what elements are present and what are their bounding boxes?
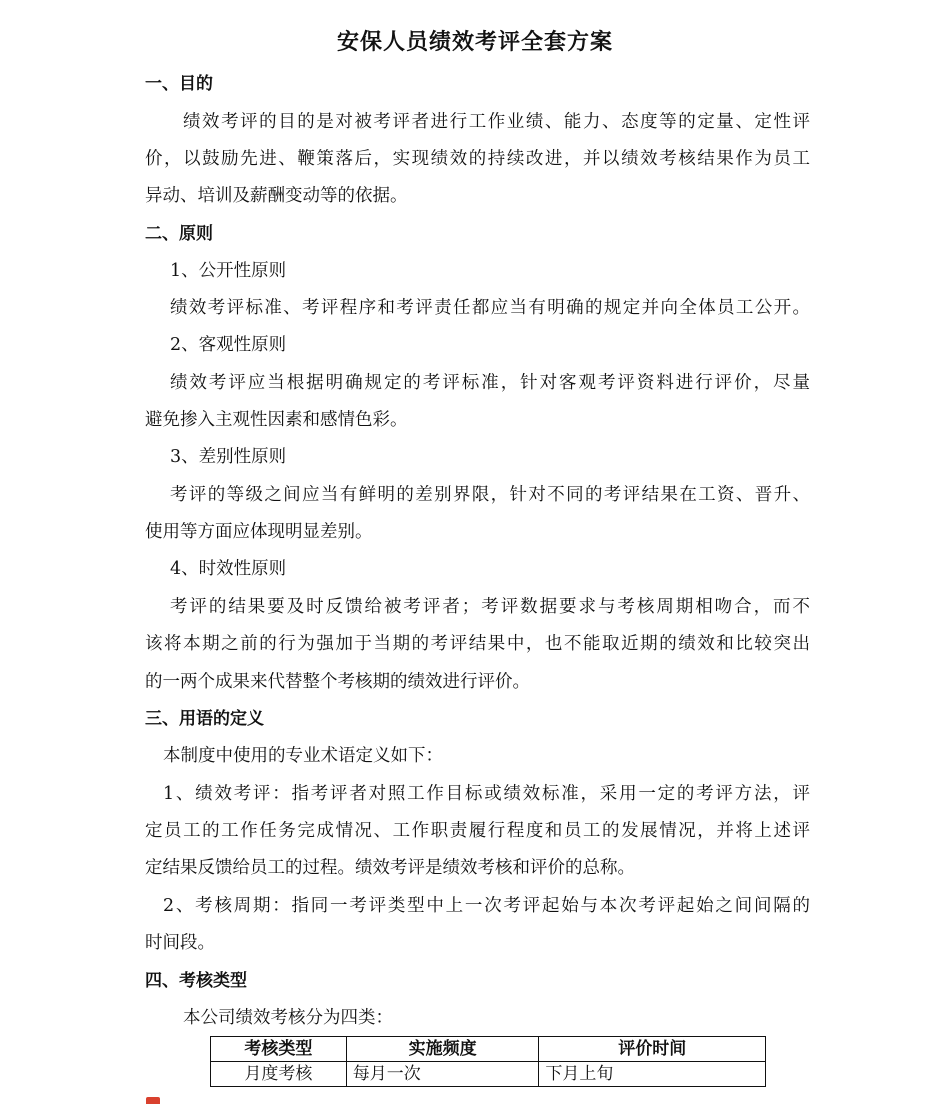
- section-heading-assessment-types: 四、考核类型: [145, 971, 247, 991]
- page-corner-stamp-icon: [146, 1097, 160, 1104]
- paragraph-line: 定结果反馈给员工的过程。绩效考评是绩效考核和评价的总称。: [145, 858, 635, 878]
- principle-label: 3、差别性原则: [170, 447, 287, 467]
- table-header-cell: 考核类型: [211, 1037, 347, 1062]
- paragraph-line: 使用等方面应体现明显差别。: [145, 522, 373, 542]
- table-header-cell: 评价时间: [539, 1037, 766, 1062]
- document-title: 安保人员绩效考评全套方案: [336, 30, 613, 55]
- section-heading-principles: 二、原则: [145, 224, 213, 244]
- paragraph-line: 绩效考评的目的是对被考评者进行工作业绩、能力、态度等的定量、定性评: [183, 112, 810, 132]
- table-cell: 每月一次: [346, 1062, 539, 1087]
- paragraph-line: 绩效考评标准、考评程序和考评责任都应当有明确的规定并向全体员工公开。: [170, 298, 810, 318]
- paragraph-line: 该将本期之前的行为强加于当期的考评结果中，也不能取近期的绩效和比较突出: [145, 634, 810, 654]
- paragraph-line: 异动、培训及薪酬变动等的依据。: [145, 186, 408, 206]
- paragraph-line: 时间段。: [145, 933, 215, 953]
- paragraph-line: 避免掺入主观性因素和感情色彩。: [145, 410, 408, 430]
- table-cell: 下月上旬: [539, 1062, 766, 1087]
- paragraph-line: 价，以鼓励先进、鞭策落后，实现绩效的持续改进，并以绩效考核结果作为员工: [145, 149, 810, 169]
- paragraph-line: 考评的等级之间应当有鲜明的差别界限，针对不同的考评结果在工资、晋升、: [170, 485, 810, 505]
- paragraph-line: 的一两个成果来代替整个考核期的绩效进行评价。: [145, 672, 530, 692]
- table-cell: 月度考核: [211, 1062, 347, 1087]
- principle-label: 1、公开性原则: [170, 261, 287, 281]
- assessment-types-table: [210, 1036, 766, 1087]
- paragraph-line: 绩效考评应当根据明确规定的考评标准，针对客观考评资料进行评价，尽量: [170, 373, 810, 393]
- table-row: [211, 1062, 766, 1087]
- paragraph-line: 定员工的工作任务完成情况、工作职责履行程度和员工的发展情况，并将上述评: [145, 821, 810, 841]
- table-header-cell: 实施频度: [346, 1037, 539, 1062]
- paragraph-line: 1、绩效考评：指考评者对照工作目标或绩效标准，采用一定的考评方法，评: [163, 784, 810, 804]
- principle-label: 2、客观性原则: [170, 335, 287, 355]
- paragraph-line: 2、考核周期：指同一考评类型中上一次考评起始与本次考评起始之间间隔的: [163, 896, 810, 916]
- section-heading-purpose: 一、目的: [145, 74, 213, 94]
- principle-label: 4、时效性原则: [170, 559, 287, 579]
- paragraph-line: 考评的结果要及时反馈给被考评者；考评数据要求与考核周期相吻合，而不: [170, 597, 810, 617]
- section-heading-definitions: 三、用语的定义: [145, 709, 264, 729]
- table-header-row: [211, 1037, 766, 1062]
- paragraph-line: 本制度中使用的专业术语定义如下：: [163, 746, 443, 766]
- paragraph-line: 本公司绩效考核分为四类：: [183, 1008, 393, 1028]
